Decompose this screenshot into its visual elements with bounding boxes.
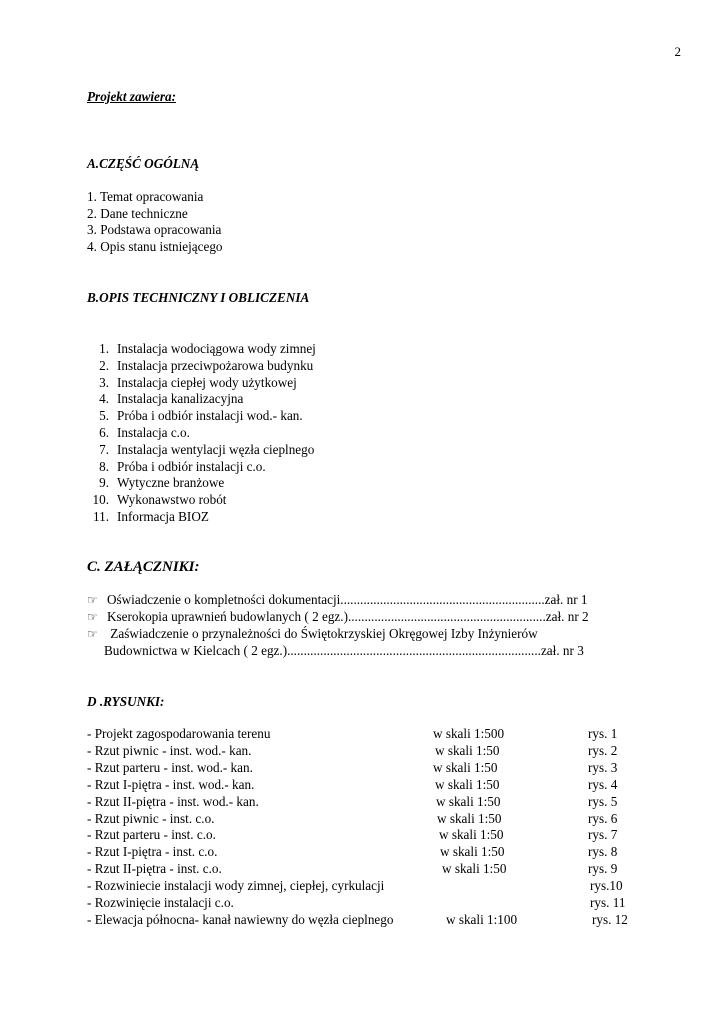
drawing-scale: w skali 1:50 [440,844,505,860]
item-number: 7. [99,441,109,457]
item-number: 1. [99,341,109,356]
item-text: Instalacja przeciwpożarowa budynku [117,357,314,373]
section-a-item: 4. Opis stanu istniejącego [87,239,223,254]
drawing-scale: w skali 1:100 [446,911,518,927]
drawing-scale: w skali 1:50 [435,776,500,792]
drawing-figure-number: rys. 7 [588,827,618,843]
item-number: 3. [99,374,109,390]
attachment-text: Kserokopia uprawnień budowlanych ( 2 egz.)............................................................zał. nr 2 [107,609,589,624]
item-text: Informacja BIOZ [117,509,209,524]
item-number: 4. [99,391,109,407]
section-b-title: B.OPIS TECHNICZNY I OBLICZENIA [87,290,310,305]
drawing-figure-number: rys.10 [590,878,623,894]
item-text: Próba i odbiór instalacji wod.- kan. [117,408,303,424]
attachment-text: Zaświadczenie o przynależności do Świętokrzyskiej Okręgowej Izby Inżynierów [107,626,538,641]
attachment-continuation: Budownictwa w Kielcach ( 2 egz.).............................................................................zał. nr 3 [104,643,584,658]
drawing-scale: w skali 1:50 [435,742,500,758]
section-a-item: 1. Temat opracowania [87,189,204,204]
section-b-item [87,459,266,475]
drawing-figure-number: rys. 9 [588,861,618,877]
drawing-name: - Rzut II-piętra - inst. c.o. [87,861,222,877]
section-c-title: C. ZAŁĄCZNIKI: [87,559,200,575]
section-b-item [87,341,316,357]
drawing-name: - Rzut I-piętra - inst. wod.- kan. [87,776,255,792]
attachment-item [87,608,589,626]
section-b-item [87,475,224,491]
drawing-scale: w skali 1:500 [433,726,505,741]
item-number: 2. [99,357,109,373]
intro-title: Projekt zawiera: [87,89,177,104]
drawing-scale: w skali 1:50 [439,827,504,843]
item-number: 5. [99,408,109,424]
drawing-figure-number: rys. 2 [588,742,618,758]
drawing-name: - Rzut piwnic - inst. c.o. [87,810,215,826]
section-b-item [87,375,297,391]
pointing-hand-icon: ☞ [87,593,98,607]
item-text: Instalacja c.o. [117,425,190,440]
section-b-item [87,391,243,407]
section-b-item [87,358,313,374]
pointing-hand-icon: ☞ [87,627,98,641]
item-text: Instalacja wodociągowa wody zimnej [117,341,316,356]
section-a-item: 2. Dane techniczne [87,206,188,221]
drawing-scale: w skali 1:50 [433,759,498,775]
section-b-item [87,509,209,525]
drawing-figure-number: rys. 1 [588,726,618,741]
attachment-item [87,625,538,643]
item-text: Wytyczne branżowe [117,475,225,491]
drawing-name: - Elewacja północna- kanał nawiewny do węzła cieplnego [87,911,394,927]
section-a-item: 3. Podstawa opracowania [87,222,222,237]
item-number: 9. [99,475,109,491]
section-a-title: A.CZĘŚĆ OGÓLNĄ [87,156,200,171]
item-text: Wykonawstwo robót [117,492,227,508]
section-b-item [87,442,314,458]
item-number: 11. [93,509,109,524]
drawing-figure-number: rys. 6 [588,810,618,826]
attachment-item [87,591,647,609]
drawing-name: - Rzut II-piętra - inst. wod.- kan. [87,793,259,809]
drawing-figure-number: rys. 12 [592,911,628,927]
drawing-name: - Rzut I-piętra - inst. c.o. [87,844,218,860]
drawing-figure-number: rys. 11 [590,895,626,910]
page-number: 2 [674,44,681,59]
drawing-name: - Rozwiniecie instalacji wody zimnej, ciepłej, cyrkulacji [87,878,385,894]
item-text: Instalacja kanalizacyjna [117,391,244,407]
section-b-item [87,425,190,441]
drawing-scale: w skali 1:50 [436,793,501,809]
drawing-figure-number: rys. 8 [588,844,618,860]
section-b-item [87,492,226,508]
drawing-figure-number: rys. 3 [588,759,618,775]
item-number: 6. [99,425,109,440]
drawing-name: - Rzut parteru - inst. c.o. [87,827,216,843]
section-d-title: D .RYSUNKI: [87,694,165,709]
drawing-name: - Rzut piwnic - inst. wod.- kan. [87,742,252,758]
item-text: Instalacja wentylacji węzła cieplnego [117,441,315,457]
section-b-item [87,408,303,424]
drawing-name: - Rzut parteru - inst. wod.- kan. [87,759,253,775]
drawing-name: - Projekt zagospodarowania terenu [87,726,271,741]
item-text: Instalacja ciepłej wody użytkowej [117,374,297,390]
drawing-name: - Rozwinięcie instalacji c.o. [87,895,234,910]
item-text: Próba i odbiór instalacji c.o. [117,458,266,474]
drawing-scale: w skali 1:50 [437,810,502,826]
drawing-figure-number: rys. 4 [588,776,618,792]
drawing-scale: w skali 1:50 [442,861,507,877]
item-number: 10. [92,492,109,508]
item-number: 8. [99,458,109,474]
drawing-figure-number: rys. 5 [588,793,618,809]
pointing-hand-icon: ☞ [87,610,98,624]
attachment-text: Oświadczenie o kompletności dokumentacji..............................................................zał. nr 1 [107,592,588,607]
